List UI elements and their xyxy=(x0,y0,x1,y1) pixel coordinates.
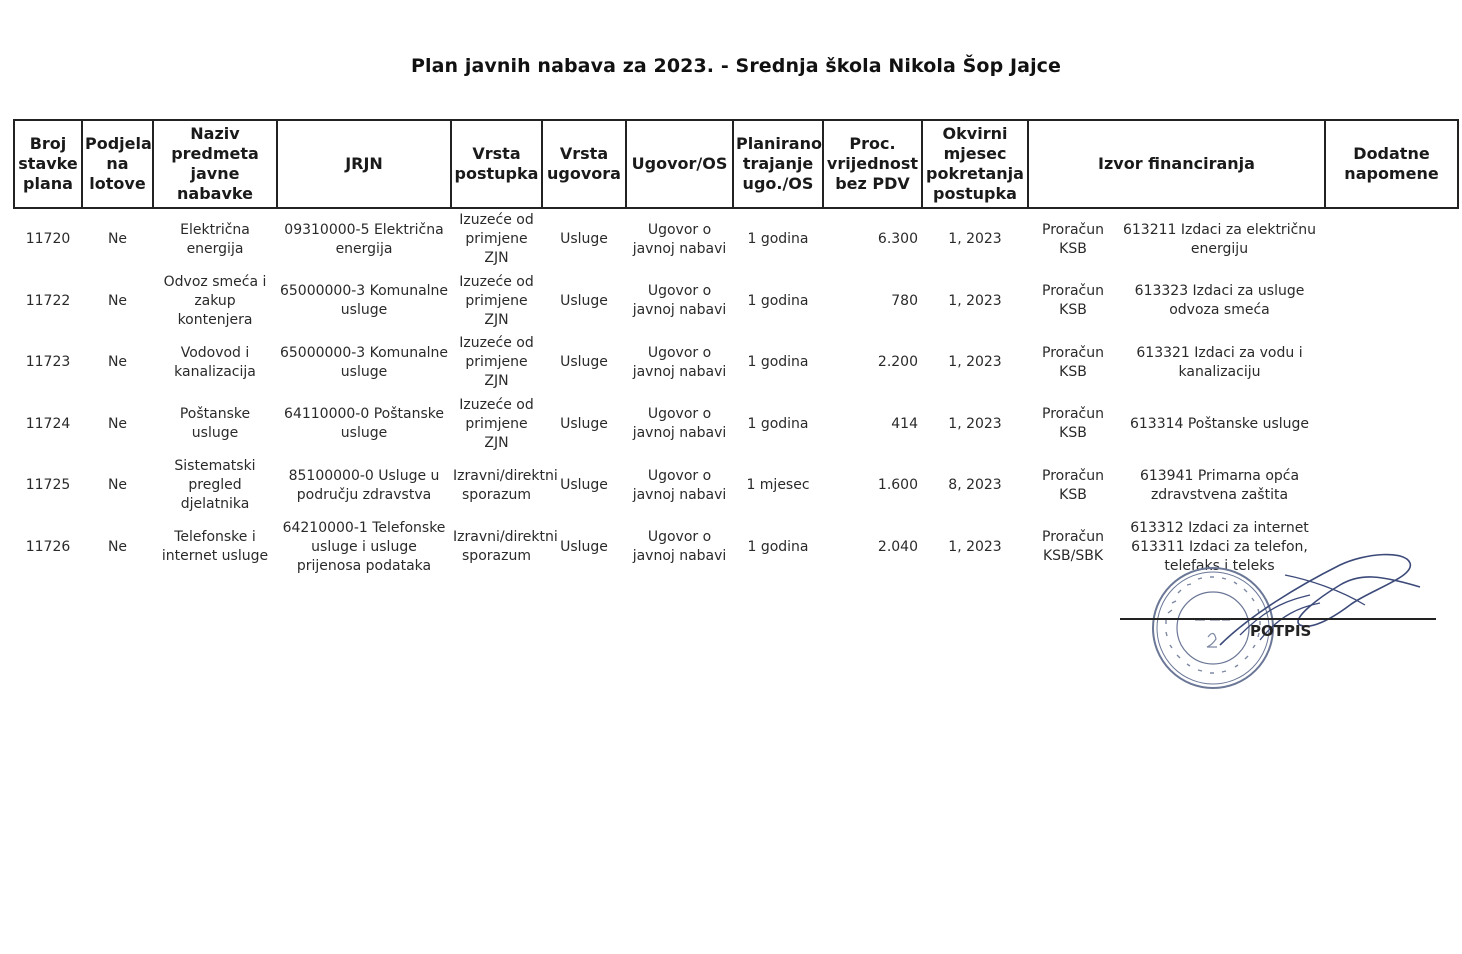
cell-okvirni-mjesec: 1, 2023 xyxy=(948,231,1002,248)
cell-broj-stavke: 11723 xyxy=(25,354,71,371)
funding-account-description: 613321 Izdaci za vodu i kanalizaciju xyxy=(1136,344,1303,380)
cell-broj-stavke: 11726 xyxy=(25,538,71,555)
cell-jrjn: 64110000-0 Poštanske usluge xyxy=(284,406,444,442)
cell-planirano-trajanje: 1 godina xyxy=(747,538,809,555)
cell-ugovor-os: Ugovor o javnoj nabavi xyxy=(632,221,727,257)
cell-okvirni-mjesec: 8, 2023 xyxy=(948,477,1002,494)
page-title: Plan javnih nabava za 2023. - Srednja škola Nikola Šop Jajce xyxy=(410,55,1062,77)
cell-izvor-financiranja xyxy=(1028,394,1325,456)
funding-source: Proračun KSB xyxy=(1042,344,1104,380)
funding-source: Proračun KSB/SBK xyxy=(1042,529,1104,565)
col-header-dodatne-napomene: Dodatne napomene xyxy=(1325,120,1458,208)
cell-vrsta-ugovora: Usluge xyxy=(560,415,608,432)
cell-broj-stavke: 11725 xyxy=(25,477,71,494)
col-header-proc-vrijednost: Proc. vrijednost bez PDV xyxy=(823,120,922,208)
cell-jrjn: 65000000-3 Komunalne usluge xyxy=(279,344,449,380)
cell-planirano-trajanje: 1 godina xyxy=(747,415,809,432)
cell-ugovor-os: Ugovor o javnoj nabavi xyxy=(632,344,727,380)
cell-naziv-predmeta: Električna energija xyxy=(180,221,250,257)
cell-podjela-na-lotove: Ne xyxy=(107,415,128,432)
cell-proc-vrijednost: 6.300 xyxy=(877,231,918,248)
col-header-vrsta-postupka: Vrsta postupka xyxy=(451,120,542,208)
funding-account-description: 613312 Izdaci za internet 613311 Izdaci za telefon, telefaks i teleks xyxy=(1130,519,1309,574)
cell-dodatne-napomene xyxy=(1325,332,1458,394)
table-row xyxy=(14,208,1458,271)
funding-account-description: 613941 Primarna opća zdravstvena zaštita xyxy=(1139,467,1300,503)
cell-jrjn: 64210000-1 Telefonske usluge i usluge prijenosa podataka xyxy=(282,519,446,574)
cell-podjela-na-lotove: Ne xyxy=(107,231,128,248)
cell-podjela-na-lotove: Ne xyxy=(107,354,128,371)
table-row xyxy=(14,271,1458,333)
col-header-okvirni-mjesec: Okvirni mjesec pokretanja postupka xyxy=(922,120,1028,208)
funding-source: Proračun KSB xyxy=(1042,406,1104,442)
cell-planirano-trajanje: 1 godina xyxy=(747,292,809,309)
cell-jrjn: 85100000-0 Usluge u području zdravstva xyxy=(288,467,440,503)
cell-naziv-predmeta: Poštanske usluge xyxy=(179,406,251,442)
col-header-broj-stavke: Broj stavke plana xyxy=(14,120,82,208)
cell-proc-vrijednost: 1.600 xyxy=(877,477,918,494)
cell-jrjn: 65000000-3 Komunalne usluge xyxy=(279,283,449,319)
table-row xyxy=(14,455,1458,517)
col-header-podjela-na-lotove: Podjela na lotove xyxy=(82,120,153,208)
cell-izvor-financiranja xyxy=(1028,271,1325,333)
cell-vrsta-postupka: Izravni/direktni sporazum xyxy=(453,467,558,503)
funding-source: Proračun KSB xyxy=(1042,467,1104,503)
cell-vrsta-ugovora: Usluge xyxy=(560,231,608,248)
cell-izvor-financiranja xyxy=(1028,332,1325,394)
col-header-izvor-financiranja: Izvor financiranja xyxy=(1028,120,1325,208)
cell-okvirni-mjesec: 1, 2023 xyxy=(948,538,1002,555)
procurement-plan-sheet xyxy=(13,119,1457,578)
cell-vrsta-postupka: Izuzeće od primjene ZJN xyxy=(459,273,534,328)
cell-podjela-na-lotove: Ne xyxy=(107,292,128,309)
table-row xyxy=(14,394,1458,456)
cell-vrsta-ugovora: Usluge xyxy=(560,292,608,309)
cell-naziv-predmeta: Odvoz smeća i zakup kontenjera xyxy=(163,273,267,328)
table-row xyxy=(14,332,1458,394)
cell-vrsta-postupka: Izuzeće od primjene ZJN xyxy=(459,396,534,451)
cell-ugovor-os: Ugovor o javnoj nabavi xyxy=(632,283,727,319)
funding-account-description: 613323 Izdaci za usluge odvoza smeća xyxy=(1134,283,1305,319)
cell-naziv-predmeta: Telefonske i internet usluge xyxy=(161,529,269,565)
cell-proc-vrijednost: 414 xyxy=(891,415,918,432)
cell-vrsta-ugovora: Usluge xyxy=(560,354,608,371)
funding-source: Proračun KSB xyxy=(1042,283,1104,319)
signature-line xyxy=(1120,618,1436,620)
cell-vrsta-postupka: Izuzeće od primjene ZJN xyxy=(459,335,534,390)
table-header-row xyxy=(14,120,1458,208)
cell-planirano-trajanje: 1 godina xyxy=(747,231,809,248)
cell-proc-vrijednost: 2.040 xyxy=(877,538,918,555)
cell-dodatne-napomene xyxy=(1325,394,1458,456)
cell-podjela-na-lotove: Ne xyxy=(107,538,128,555)
cell-ugovor-os: Ugovor o javnoj nabavi xyxy=(632,529,727,565)
procurement-plan-table xyxy=(13,119,1459,578)
cell-broj-stavke: 11722 xyxy=(25,292,71,309)
cell-izvor-financiranja xyxy=(1028,455,1325,517)
cell-planirano-trajanje: 1 godina xyxy=(747,354,809,371)
signature-label: POTPIS xyxy=(1250,622,1312,640)
col-header-jrjn: JRJN xyxy=(277,120,451,208)
cell-okvirni-mjesec: 1, 2023 xyxy=(948,292,1002,309)
cell-proc-vrijednost: 780 xyxy=(891,292,918,309)
cell-naziv-predmeta: Sistematski pregled djelatnika xyxy=(174,458,256,513)
col-header-vrsta-ugovora: Vrsta ugovora xyxy=(542,120,626,208)
cell-dodatne-napomene xyxy=(1325,208,1458,271)
cell-broj-stavke: 11720 xyxy=(25,231,71,248)
cell-okvirni-mjesec: 1, 2023 xyxy=(948,415,1002,432)
cell-naziv-predmeta: Vodovod i kanalizacija xyxy=(174,344,256,380)
cell-vrsta-postupka: Izuzeće od primjene ZJN xyxy=(459,212,534,267)
cell-okvirni-mjesec: 1, 2023 xyxy=(948,354,1002,371)
funding-account-description: 613314 Poštanske usluge xyxy=(1129,415,1310,432)
cell-vrsta-ugovora: Usluge xyxy=(560,477,608,494)
col-header-planirano-trajanje: Planirano trajanje ugo./OS xyxy=(733,120,823,208)
signature-area xyxy=(1120,545,1440,695)
funding-account-description: 613211 Izdaci za električnu energiju xyxy=(1122,221,1317,257)
cell-ugovor-os: Ugovor o javnoj nabavi xyxy=(632,406,727,442)
cell-jrjn: 09310000-5 Električna energija xyxy=(284,221,444,257)
cell-planirano-trajanje: 1 mjesec xyxy=(746,477,810,494)
cell-dodatne-napomene xyxy=(1325,271,1458,333)
table-body xyxy=(14,208,1458,578)
funding-source: Proračun KSB xyxy=(1042,221,1104,257)
cell-dodatne-napomene xyxy=(1325,455,1458,517)
cell-vrsta-postupka: Izravni/direktni sporazum xyxy=(453,529,558,565)
cell-ugovor-os: Ugovor o javnoj nabavi xyxy=(632,467,727,503)
cell-izvor-financiranja xyxy=(1028,208,1325,271)
cell-podjela-na-lotove: Ne xyxy=(107,477,128,494)
cell-broj-stavke: 11724 xyxy=(25,415,71,432)
col-header-ugovor-os: Ugovor/OS xyxy=(626,120,733,208)
cell-vrsta-ugovora: Usluge xyxy=(560,538,608,555)
cell-proc-vrijednost: 2.200 xyxy=(877,354,918,371)
col-header-naziv-predmeta: Naziv predmeta javne nabavke xyxy=(153,120,277,208)
